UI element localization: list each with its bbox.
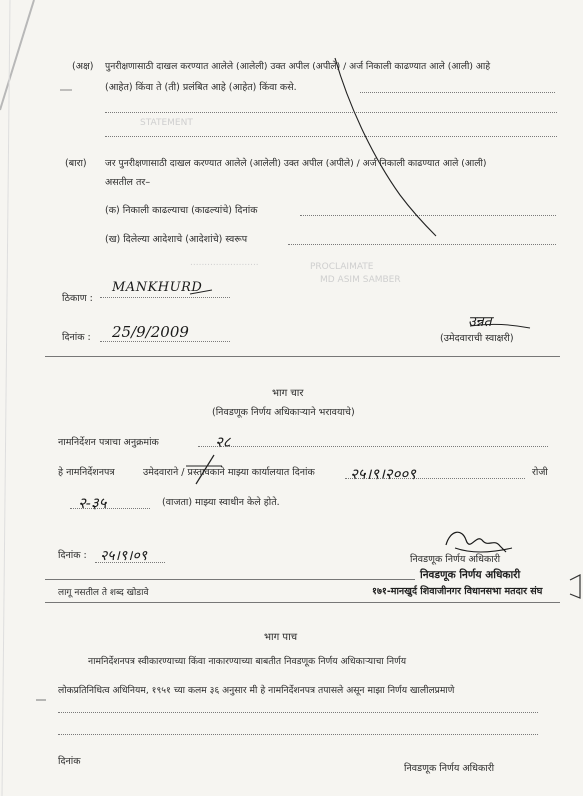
order-nature-label: (ख) दिलेल्या आदेशाचे (आदेशांचे) स्वरूप: [105, 234, 248, 245]
date-value: 25/9/2009: [112, 323, 189, 341]
part4-subheading: (निवडणूक निर्णय अधिकाऱ्याने भरावयाचे): [212, 407, 355, 418]
part5-body: लोकप्रतिनिधित्व अधिनियम, १९५१ च्या कलम ३६ अनुसार मी हे नामनिर्देशनपत्र तपासले असून माझा निर्णय खालीलप्रमाणे: [58, 685, 455, 696]
officer-date-value: २५।९।०९: [100, 548, 148, 564]
nomination-received-date: २५।९।२००९: [350, 465, 416, 483]
constituency-stamp: १७१-मानखुर्द शिवाजीनगर विधानसभा मतदार संघ: [372, 586, 543, 597]
nomination-line-middle: उमेदवाराने / प्रस्तावकाने माझ्या कार्यालयात दिनांक: [143, 467, 315, 478]
bleed-through-text: MD ASIM SAMBER: [320, 275, 401, 285]
candidate-signature: उन्नत: [468, 314, 492, 330]
bleed-through-text: PROCLAIMATE: [310, 262, 374, 272]
date-label: दिनांक :: [62, 332, 91, 343]
part4-heading: भाग चार: [272, 388, 304, 399]
disposal-date-label: (क) निकाली काढल्याचा (काढल्यांचे) दिनांक: [105, 205, 258, 216]
bleed-through-text: ........................: [190, 258, 259, 268]
officer-signature-flourish: [455, 548, 512, 552]
item-a-line1: पुनरीक्षणासाठी दाखल करण्यात आलेले (आलेली) उक्त अपील (अपीले) / अर्ज निकाली काढण्यात आले (आली) आहे: [105, 61, 491, 72]
item-b-label: (बारा): [65, 158, 87, 169]
strike-slash: [196, 455, 214, 484]
signature-underline: [470, 324, 530, 328]
part5-subheading: नामनिर्देशनपत्र स्वीकारण्याच्या किंवा नाकारण्याच्या बाबतीत निवडणूक निर्णय अधिकाऱ्याचा निर्णय: [88, 656, 407, 667]
item-a-label: (अक्ष): [72, 61, 94, 72]
officer-date-label: दिनांक :: [58, 550, 87, 561]
stamp-bracket: [570, 575, 580, 598]
bleed-through-text: STATEMENT: [140, 118, 193, 128]
strike-through-line: [335, 58, 436, 236]
officer-stamp: निवडणूक निर्णय अधिकारी: [420, 569, 521, 581]
nomination-serial-label: नामनिर्देशन पत्राचा अनुक्रमांक: [58, 437, 159, 448]
item-a-line2: (आहेत) किंवा ते (ती) प्रलंबित आहे (आहेत) किंवा कसे.: [105, 82, 297, 93]
part5-officer-label: निवडणूक निर्णय अधिकारी: [404, 763, 495, 774]
nomination-line-end: रोजी: [532, 467, 548, 478]
place-value: MANKHURD: [112, 280, 203, 295]
nomination-time-text: (वाजता) माझ्या स्वाधीन केले होते.: [162, 497, 280, 508]
nomination-line-prefix: हे नामनिर्देशनपत्र: [58, 467, 115, 478]
scan-fold-line: [0, 0, 34, 110]
officer-signature-scribble: [446, 532, 506, 552]
strike-instruction: लागू नसतील ते शब्द खोडावे: [58, 588, 149, 598]
scan-edge-line: [2, 0, 10, 796]
item-b-line2: असतील तर–: [105, 177, 151, 188]
part5-heading: भाग पाच: [264, 632, 298, 643]
nomination-serial-value: २८: [215, 433, 231, 451]
place-label: ठिकाण :: [62, 293, 93, 304]
returning-officer-label: निवडणूक निर्णय अधिकारी: [410, 554, 501, 565]
item-b-line1: जर पुनरीक्षणासाठी दाखल करण्यात आलेले (आलेली) उक्त अपील (अपीले) / अर्ज निकाली काढण्यात आले (आली): [105, 158, 487, 169]
candidate-signature-caption: (उमेदवाराची स्वाक्षरी): [440, 333, 514, 344]
nomination-time-value: २-३५: [78, 494, 107, 512]
ink-dash: [190, 290, 212, 294]
part5-date-label: दिनांक: [58, 756, 81, 767]
